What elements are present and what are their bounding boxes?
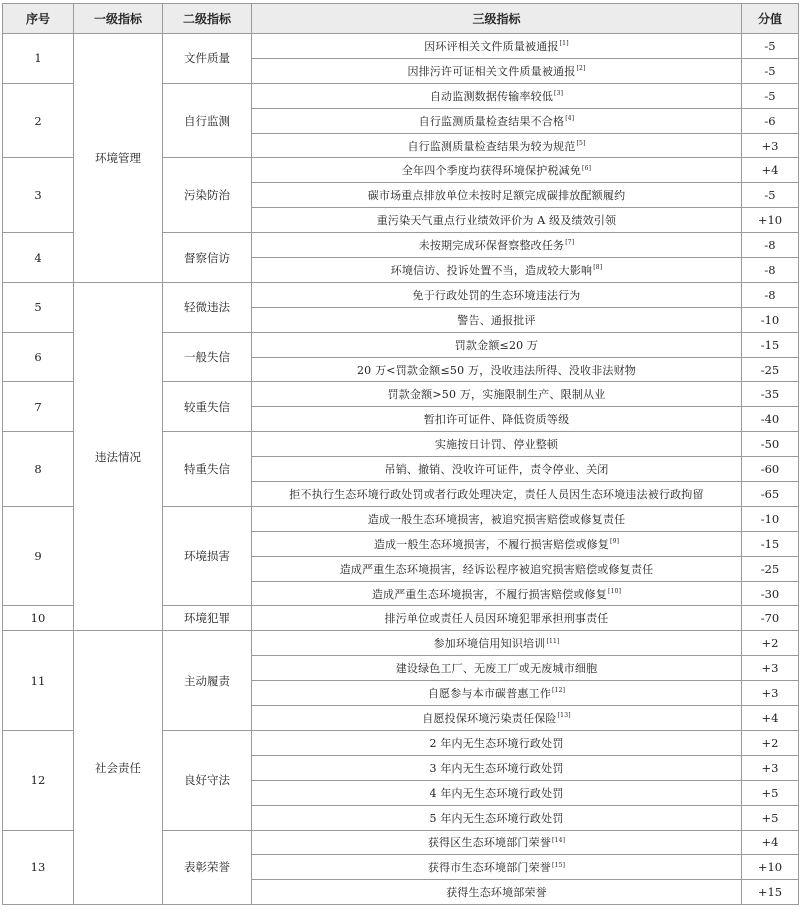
score-value: +5 [742,805,799,830]
indicator-text: 获得区生态环境部门荣誉 [427,836,552,850]
indicator-text: 自行监测质量检查结果不合格 [418,114,565,128]
level3-indicator [252,482,742,507]
level3-indicator [252,332,742,357]
indicator-text: 获得生态环境部荣誉 [446,886,547,900]
indicator-text: 5 年内无生态环境行政处罚 [429,811,564,825]
footnote-ref: [3] [554,90,564,98]
score-value: -30 [742,581,799,606]
level3-indicator [252,258,742,283]
header-score: 分值 [742,4,799,34]
row-number: 13 [3,830,74,905]
footnote-ref: [9] [610,538,620,546]
score-value: +3 [742,681,799,706]
level2-indicator: 污染防治 [163,158,252,233]
level3-indicator [252,755,742,780]
score-value: -65 [742,482,799,507]
indicator-text: 未按期完成环保督察整改任务 [418,239,565,253]
level3-indicator [252,133,742,158]
level3-indicator [252,407,742,432]
level3-indicator [252,233,742,258]
level2-indicator: 督察信访 [163,233,252,283]
score-value: +3 [742,133,799,158]
indicator-text: 因排污许可证相关文件质量被通报 [407,64,576,78]
footnote-ref: [15] [552,861,566,869]
footnote-ref: [10] [608,587,622,595]
row-number: 3 [3,158,74,233]
indicator-text: 获得市生态环境部门荣誉 [427,861,552,875]
level2-indicator: 文件质量 [163,34,252,84]
indicator-text: 造成一般生态环境损害，不履行损害赔偿或修复 [373,537,610,551]
footnote-ref: [8] [593,264,603,272]
score-value: -5 [742,34,799,59]
table-body [3,34,799,905]
table-row [3,282,799,307]
header-level1: 一级指标 [74,4,163,34]
indicator-text: 自动监测数据传输率较低 [429,89,554,103]
score-value: -35 [742,382,799,407]
score-value: -8 [742,233,799,258]
level2-indicator: 环境犯罪 [163,606,252,631]
header-index: 序号 [3,4,74,34]
indicator-text: 碳市场重点排放单位未按时足额完成碳排放配额履约 [367,189,626,203]
level3-indicator [252,307,742,332]
indicator-text: 3 年内无生态环境行政处罚 [429,761,564,775]
score-value: +4 [742,158,799,183]
level2-indicator: 特重失信 [163,432,252,507]
score-value: +10 [742,855,799,880]
indicator-text: 重污染天气重点行业绩效评价为 A 级及绩效引领 [376,214,617,228]
row-number: 1 [3,34,74,84]
footnote-ref: [12] [552,687,566,695]
indicator-text: 4 年内无生态环境行政处罚 [429,786,564,800]
score-value: +4 [742,706,799,731]
level2-indicator: 一般失信 [163,332,252,382]
level3-indicator [252,706,742,731]
table-row [3,631,799,656]
level3-indicator [252,681,742,706]
score-value: -6 [742,108,799,133]
indicator-text: 全年四个季度均获得环境保护税减免 [401,164,582,178]
footnote-ref: [2] [576,65,586,73]
indicator-text: 环境信访、投诉处置不当，造成较大影响 [390,263,593,277]
level3-indicator [252,34,742,59]
level2-indicator: 良好守法 [163,730,252,830]
footnote-ref: [11] [546,637,560,645]
score-value: +3 [742,656,799,681]
score-value: +3 [742,755,799,780]
score-value: -15 [742,332,799,357]
row-number: 9 [3,506,74,606]
level3-indicator [252,432,742,457]
score-value: -10 [742,506,799,531]
score-value: -70 [742,606,799,631]
footnote-ref: [13] [557,712,571,720]
score-value: -5 [742,83,799,108]
level1-indicator: 环境管理 [74,34,163,283]
score-value: +2 [742,631,799,656]
level3-indicator [252,457,742,482]
level3-indicator [252,506,742,531]
level3-indicator [252,805,742,830]
indicator-table [2,3,799,905]
row-number: 2 [3,83,74,158]
level3-indicator [252,183,742,208]
score-value: -15 [742,531,799,556]
level2-indicator: 环境损害 [163,506,252,606]
row-number: 6 [3,332,74,382]
level3-indicator [252,855,742,880]
level1-indicator: 违法情况 [74,282,163,630]
footnote-ref: [4] [565,114,575,122]
level3-indicator [252,58,742,83]
score-value: -60 [742,457,799,482]
score-value: -25 [742,556,799,581]
score-value: -10 [742,307,799,332]
indicator-text: 拒不执行生态环境行政处罚或者行政处理决定，责任人员因生态环境违法被行政拘留 [289,487,704,501]
level3-indicator [252,730,742,755]
indicator-text: 造成一般生态环境损害，被追究损害赔偿或修复责任 [367,512,626,526]
indicator-text: 参加环境信用知识培训 [433,637,546,651]
indicator-text: 警告、通报批评 [457,313,536,327]
header-row [3,4,799,34]
indicator-text: 20 万<罚款金额≤50 万，没收违法所得、没收非法财物 [356,363,637,377]
row-number: 11 [3,631,74,731]
header-level3: 三级指标 [252,4,742,34]
indicator-text: 自愿参与本市碳普惠工作 [427,687,552,701]
indicator-text: 暂扣许可证件、降低资质等级 [423,413,570,427]
indicator-text: 2 年内无生态环境行政处罚 [429,736,564,750]
level3-indicator [252,108,742,133]
indicator-text: 因环评相关文件质量被通报 [424,39,559,53]
level2-indicator: 较重失信 [163,382,252,432]
footnote-ref: [7] [565,239,575,247]
row-number: 5 [3,282,74,332]
indicator-text: 罚款金额>50 万，实施限制生产、限制从业 [387,388,606,402]
score-value: -5 [742,183,799,208]
table-row [3,34,799,59]
level3-indicator [252,880,742,905]
score-value: +4 [742,830,799,855]
level3-indicator [252,158,742,183]
level2-indicator: 表彰荣誉 [163,830,252,905]
indicator-text: 自行监测质量检查结果为较为规范 [407,139,576,153]
level3-indicator [252,357,742,382]
level2-indicator: 自行监测 [163,83,252,158]
row-number: 10 [3,606,74,631]
level3-indicator [252,631,742,656]
footnote-ref: [1] [559,40,569,48]
score-value: -40 [742,407,799,432]
score-value: +2 [742,730,799,755]
score-value: +5 [742,780,799,805]
score-value: +15 [742,880,799,905]
footnote-ref: [5] [576,139,586,147]
row-number: 12 [3,730,74,830]
indicator-text: 罚款金额≤20 万 [454,338,539,352]
level3-indicator [252,606,742,631]
level3-indicator [252,83,742,108]
indicator-text: 自愿投保环境污染责任保险 [422,711,557,725]
level1-indicator: 社会责任 [74,631,163,905]
level3-indicator [252,780,742,805]
level3-indicator [252,208,742,233]
indicator-text: 实施按日计罚、停业整顿 [434,438,559,452]
indicator-text: 建设绿色工厂、无废工厂或无废城市细胞 [395,662,598,676]
indicator-text: 吊销、撤销、没收许可证件，责令停业、关闭 [384,463,609,477]
score-value: -50 [742,432,799,457]
level2-indicator: 轻微违法 [163,282,252,332]
level3-indicator [252,830,742,855]
indicator-text: 造成严重生态环境损害，经诉讼程序被追究损害赔偿或修复责任 [339,562,654,576]
score-value: -8 [742,258,799,283]
level3-indicator [252,581,742,606]
level3-indicator [252,382,742,407]
level3-indicator [252,282,742,307]
level3-indicator [252,531,742,556]
row-number: 8 [3,432,74,507]
row-number: 4 [3,233,74,283]
row-number: 7 [3,382,74,432]
indicator-text: 排污单位或责任人员因环境犯罪承担刑事责任 [384,612,609,626]
level3-indicator [252,656,742,681]
level3-indicator [252,556,742,581]
score-value: +10 [742,208,799,233]
footnote-ref: [14] [552,836,566,844]
score-value: -5 [742,58,799,83]
level2-indicator: 主动履责 [163,631,252,731]
score-value: -8 [742,282,799,307]
indicator-text: 造成严重生态环境损害，不履行损害赔偿或修复 [371,587,608,601]
footnote-ref: [6] [582,164,592,172]
indicator-text: 免于行政处罚的生态环境违法行为 [412,288,581,302]
header-level2: 二级指标 [163,4,252,34]
score-value: -25 [742,357,799,382]
